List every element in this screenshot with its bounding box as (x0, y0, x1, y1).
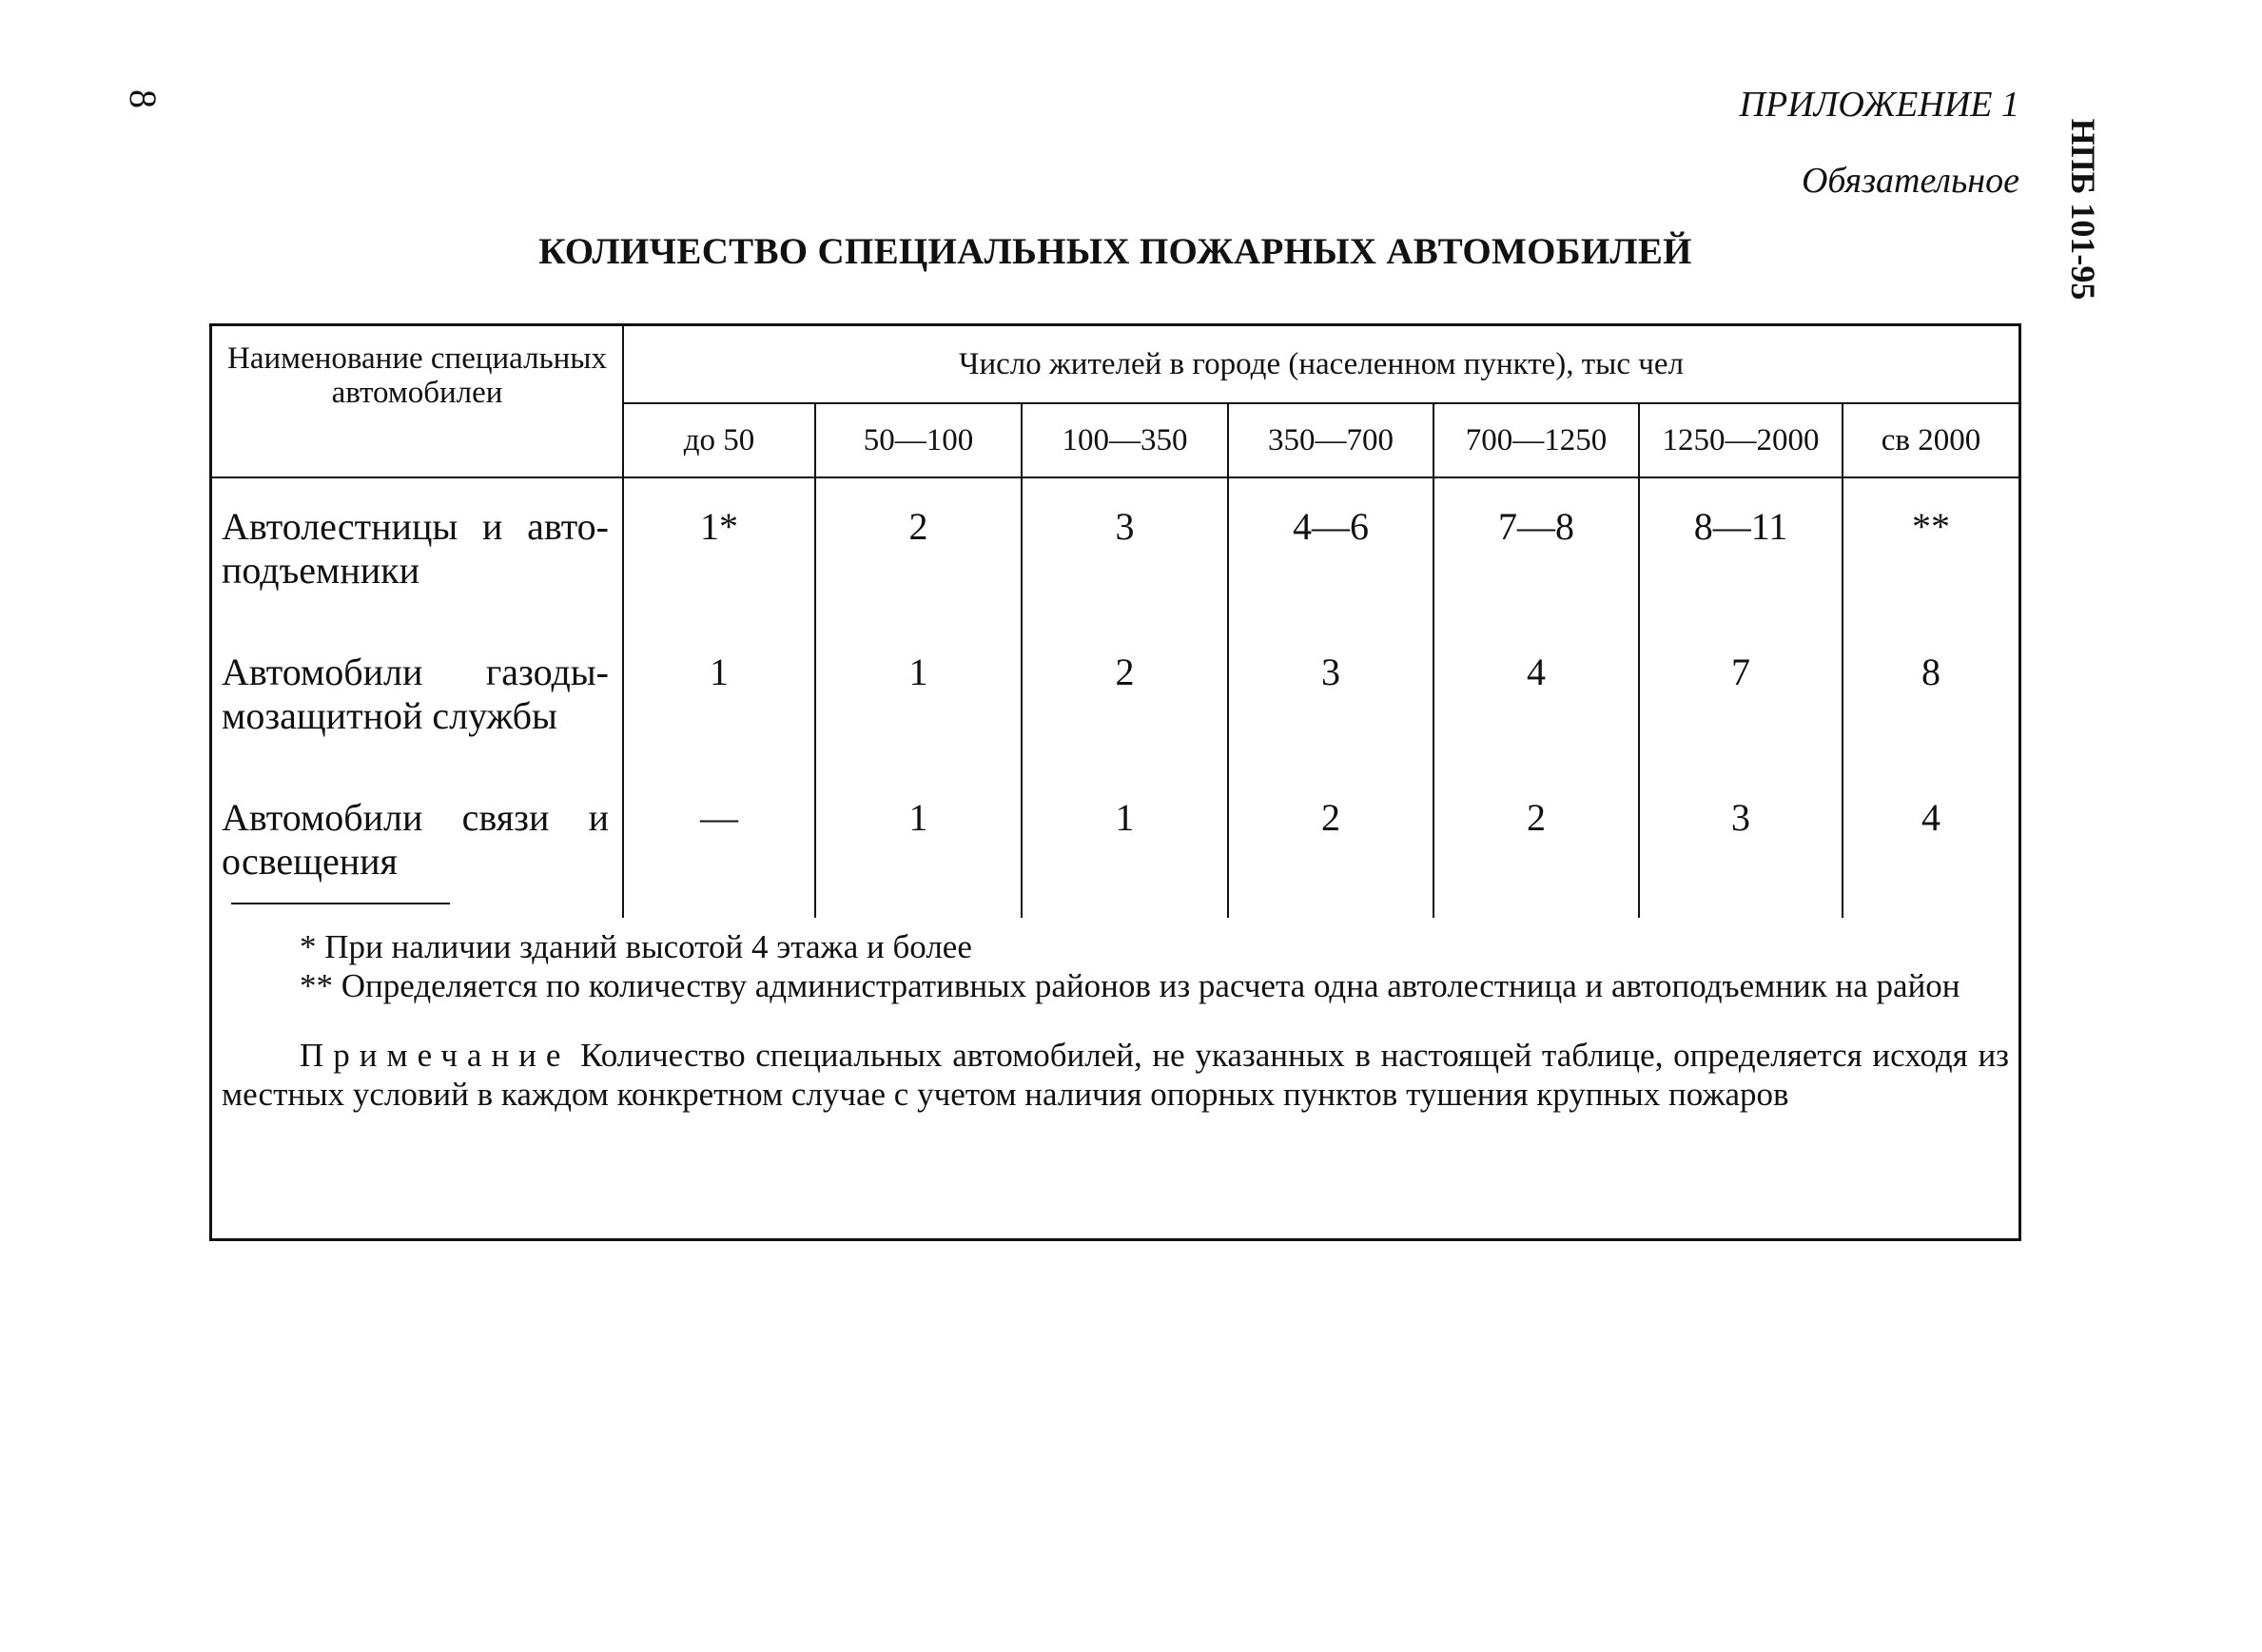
column-header: 700—1250 (1433, 403, 1639, 477)
appendix-label: ПРИЛОЖЕНИЕ 1 (1739, 85, 2019, 125)
row-label: Автолестницы и авто-подъемники (212, 477, 623, 624)
table-cell: 3 (1639, 769, 1843, 918)
table-cell: 2 (1433, 769, 1639, 918)
table-cell: 3 (1228, 624, 1433, 769)
table-cell: 2 (815, 477, 1022, 624)
row-label: Автомобили газоды-мозащитной службы (212, 624, 623, 769)
column-header: 100—350 (1022, 403, 1228, 477)
page-number: 8 (122, 89, 165, 108)
footnote-double-star: ** Определяется по количеству административных районов из расчета одна автолестница и автоподъемник на район (300, 967, 1960, 1004)
document-code (2045, 86, 2121, 333)
table-cell: 3 (1022, 477, 1228, 624)
footnote-single-star: * При наличии зданий высотой 4 этажа и более (300, 928, 972, 965)
column-header: 350—700 (1228, 403, 1433, 477)
table-cell: — (623, 769, 815, 918)
mandatory-label: Обязательное (1801, 161, 2019, 201)
table-cell: 8—11 (1639, 477, 1843, 624)
column-header: 1250—2000 (1639, 403, 1843, 477)
table-cell: ** (1912, 505, 1950, 548)
footnote-divider (231, 903, 450, 904)
table-row (212, 769, 2018, 918)
table-row (212, 624, 2018, 769)
table-cell: 1* (623, 477, 815, 624)
row-label: Автомобили связи и освещения (212, 769, 623, 918)
note-label: Примечание (300, 1037, 571, 1074)
table-cell: 1 (623, 624, 815, 769)
vehicles-table (212, 326, 2018, 918)
column-header: до 50 (623, 403, 815, 477)
page-title: КОЛИЧЕСТВО СПЕЦИАЛЬНЫХ ПОЖАРНЫХ АВТОМОБИЛЕЙ (538, 231, 1692, 272)
table-frame (209, 323, 2021, 1241)
table-note (222, 1036, 2009, 1114)
table-cell: 1 (815, 624, 1022, 769)
column-header: св 2000 (1843, 403, 2018, 477)
note-text: Количество специальных автомобилей, не указанных в настоящей таблице, определяется исходя из местных условий в каждом конкретном случае с учетом наличия опорных пунктов тушения крупных пожаров (222, 1037, 2010, 1113)
table-cell: 4—6 (1228, 477, 1433, 624)
table-cell: 2 (1022, 624, 1228, 769)
table-cell: 2 (1228, 769, 1433, 918)
table-header-row (212, 326, 2018, 403)
table-cell: 1 (815, 769, 1022, 918)
table-row (212, 477, 2018, 624)
table-cell: 4 (1433, 624, 1639, 769)
population-group-header: Число жителей в городе (населенном пункте), тыс чел (623, 326, 2018, 403)
document-code-text: НПБ 101-95 (2064, 118, 2102, 301)
table-cell: 8 (1921, 651, 1940, 693)
table-cell: 7—8 (1433, 477, 1639, 624)
table-cell: 1 (1022, 769, 1228, 918)
table-cell: 4 (1921, 796, 1940, 839)
footnotes (222, 927, 2009, 1114)
table-cell: 7 (1639, 624, 1843, 769)
vehicle-name-header: Наименование специальных автомобилеи (212, 326, 623, 477)
column-header: 50—100 (815, 403, 1022, 477)
